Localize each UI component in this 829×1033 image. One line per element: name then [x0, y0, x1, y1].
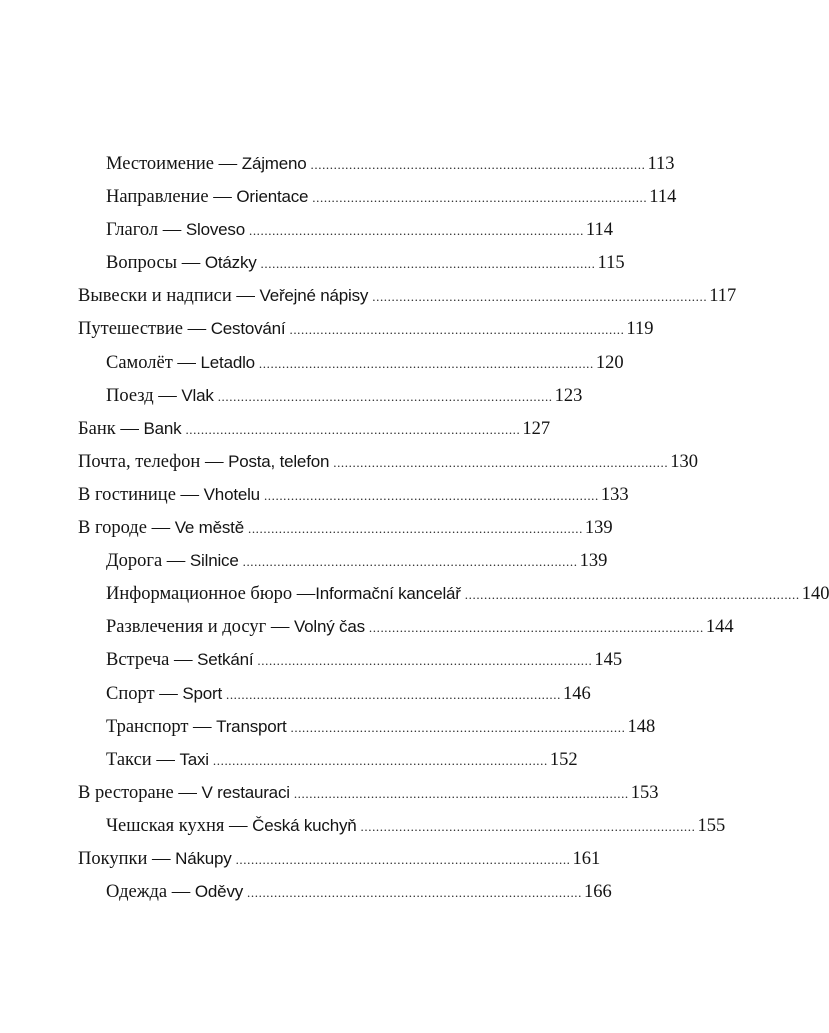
toc-entry	[78, 577, 829, 610]
toc-entry-title-cz: Letadlo	[200, 352, 255, 372]
toc-leader-dots: .......................................................................................	[290, 719, 626, 735]
toc-page-number: 139	[579, 551, 608, 572]
toc-entry	[78, 147, 675, 180]
toc-entry-title-cz: Otázky	[204, 253, 257, 273]
toc-entry-separator: —	[167, 882, 195, 903]
toc-page-number: 166	[584, 882, 612, 903]
toc-entry-separator: —	[162, 551, 190, 572]
toc-entry-title-ru: Вопросы	[106, 253, 178, 274]
toc-entry-title-cz: Posta, telefon	[228, 451, 330, 471]
toc-entry	[78, 478, 629, 511]
toc-leader-dots: .......................................................................................	[360, 818, 696, 834]
toc-entry	[78, 279, 737, 312]
toc-entry-title-cz: Sport	[182, 683, 222, 703]
toc-page-number: 133	[600, 484, 629, 505]
toc-entry-separator: —	[175, 484, 204, 505]
toc-leader-dots: .......................................................................................	[225, 686, 561, 702]
toc-page-number: 117	[709, 286, 737, 307]
toc-entry	[78, 379, 583, 412]
toc-entry	[78, 875, 612, 908]
toc-entry-title-cz: Volný čas	[293, 617, 365, 637]
toc-entry	[78, 610, 734, 643]
toc-entry-separator: —	[146, 518, 175, 539]
toc-entry-title-cz: Ve městě	[174, 518, 244, 538]
toc-entry	[78, 213, 613, 246]
toc-page-number: 140	[801, 584, 829, 605]
toc-entry	[78, 677, 591, 710]
toc-entry-separator: —	[188, 716, 217, 737]
table-of-contents	[78, 147, 829, 908]
toc-entry-separator: —	[147, 848, 176, 869]
toc-entry-separator: —	[154, 683, 183, 704]
toc-entry-separator: —	[158, 220, 186, 241]
toc-page-number: 115	[597, 253, 625, 274]
toc-page-number: 155	[697, 815, 726, 836]
toc-entry-separator: —	[231, 286, 260, 307]
toc-leader-dots: .......................................................................................	[235, 851, 571, 867]
toc-entry-title-ru: Информационное бюро	[106, 584, 293, 605]
toc-entry-title-ru: Поезд	[106, 385, 154, 406]
toc-page-number: 130	[670, 451, 698, 472]
toc-leader-dots: .......................................................................................	[242, 554, 578, 570]
toc-entry-separator: —	[173, 782, 202, 803]
toc-leader-dots: .......................................................................................	[260, 256, 596, 272]
toc-entry-separator: —	[292, 584, 316, 605]
toc-leader-dots: .......................................................................................	[257, 653, 593, 669]
toc-leader-dots: .......................................................................................	[247, 521, 583, 537]
toc-entry	[78, 809, 726, 842]
toc-entry-title-cz: Silnice	[189, 551, 239, 571]
toc-page-number: 119	[626, 319, 654, 340]
toc-page-number: 114	[649, 187, 677, 208]
toc-page-number: 144	[705, 617, 734, 638]
toc-entry	[78, 544, 608, 577]
toc-entry-separator: —	[208, 187, 237, 208]
toc-entry-title-cz: Nákupy	[175, 848, 232, 868]
toc-page-number: 127	[522, 418, 551, 439]
toc-entry-title-cz: Informační kancelář	[315, 584, 461, 604]
toc-entry-title-ru: Почта, телефон	[78, 451, 201, 472]
toc-entry-separator: —	[153, 385, 182, 406]
toc-entry-title-cz: Transport	[216, 716, 287, 736]
toc-entry	[78, 346, 624, 379]
toc-entry-title-ru: Спорт	[106, 683, 155, 704]
toc-entry	[78, 246, 625, 279]
toc-page-number: 123	[554, 385, 583, 406]
toc-entry-title-ru: Дорога	[106, 551, 163, 572]
toc-entry	[78, 511, 613, 544]
toc-entry-title-ru: Покупки	[78, 848, 148, 869]
toc-entry-separator: —	[151, 749, 180, 770]
toc-leader-dots: .......................................................................................	[258, 355, 594, 371]
toc-leader-dots: .......................................................................................	[247, 885, 582, 901]
toc-entry-title-cz: Veřejné nápisy	[259, 286, 369, 306]
toc-entry-title-ru: Самолёт	[106, 352, 173, 373]
toc-entry-title-cz: Bank	[143, 418, 182, 438]
toc-entry-title-ru: Встреча	[106, 650, 170, 671]
toc-entry	[78, 412, 551, 445]
toc-page-number: 120	[595, 352, 624, 373]
toc-entry-separator: —	[115, 418, 144, 439]
toc-entry-title-cz: Vhotelu	[203, 484, 260, 504]
toc-page-number: 148	[627, 716, 656, 737]
toc-entry-title-ru: Такси	[106, 749, 152, 770]
toc-entry-title-ru: В ресторане	[78, 782, 174, 803]
toc-leader-dots: .......................................................................................	[464, 587, 800, 603]
toc-entry-title-cz: V restauraci	[201, 782, 290, 802]
toc-leader-dots: .......................................................................................	[263, 487, 599, 503]
toc-page-number: 145	[594, 650, 623, 671]
toc-leader-dots: .......................................................................................	[368, 620, 704, 636]
toc-entry-title-ru: Местоимение	[106, 154, 215, 174]
toc-entry	[78, 312, 654, 345]
toc-entry-title-cz: Česká kuchyň	[252, 815, 357, 835]
toc-entry-separator: —	[200, 451, 229, 472]
toc-entry	[78, 180, 677, 213]
toc-entry-title-cz: Vlak	[181, 385, 214, 405]
toc-entry-separator: —	[177, 253, 205, 274]
toc-entry	[78, 743, 578, 776]
toc-entry-title-ru: Транспорт	[106, 716, 189, 737]
toc-entry-separator: —	[172, 352, 201, 373]
toc-entry-title-cz: Oděvy	[194, 882, 244, 902]
toc-entry-title-ru: Направление	[106, 187, 209, 208]
toc-entry	[78, 445, 698, 478]
toc-leader-dots: .......................................................................................	[310, 157, 646, 172]
toc-entry-title-cz: Cestování	[210, 319, 286, 339]
toc-leader-dots: .......................................................................................	[217, 388, 553, 404]
toc-page-number: 146	[562, 683, 591, 704]
toc-entry-title-cz: Sloveso	[185, 220, 245, 240]
toc-entry-separator: —	[182, 319, 211, 340]
toc-entry-title-ru: Банк	[78, 418, 116, 439]
toc-page-number: 113	[647, 154, 675, 174]
toc-entry-title-cz: Zájmeno	[241, 154, 307, 173]
toc-page-number: 153	[630, 782, 659, 803]
toc-entry-title-ru: В гостинице	[78, 484, 176, 505]
toc-entry-separator: —	[224, 815, 253, 836]
toc-leader-dots: .......................................................................................	[289, 322, 625, 338]
toc-leader-dots: .......................................................................................	[185, 421, 521, 437]
toc-leader-dots: .......................................................................................	[293, 785, 629, 801]
toc-page-number: 152	[549, 749, 578, 770]
toc-entry-title-ru: Вывески и надписи	[78, 286, 232, 307]
toc-entry	[78, 776, 659, 809]
toc-leader-dots: .......................................................................................	[248, 223, 584, 239]
toc-entry-separator: —	[266, 617, 294, 638]
toc-leader-dots: .......................................................................................	[333, 454, 669, 470]
toc-entry-title-ru: Чешская кухня	[106, 815, 225, 836]
toc-entry-separator: —	[214, 154, 242, 174]
toc-entry-title-cz: Setkání	[197, 650, 254, 670]
toc-entry	[78, 643, 623, 676]
toc-page-number: 114	[585, 220, 613, 241]
toc-page-number: 139	[584, 518, 613, 539]
toc-entry-title-ru: Одежда	[106, 882, 168, 903]
toc-entry-title-ru: Глагол	[106, 220, 159, 241]
toc-entry	[78, 710, 656, 743]
toc-leader-dots: .......................................................................................	[372, 289, 708, 305]
toc-entry	[78, 842, 601, 875]
toc-entry-separator: —	[169, 650, 198, 671]
toc-entry-title-cz: Orientace	[236, 187, 309, 207]
toc-page-number: 161	[572, 848, 601, 869]
toc-leader-dots: .......................................................................................	[212, 752, 548, 768]
toc-entry-title-ru: В городе	[78, 518, 147, 539]
toc-entry-title-ru: Путешествие	[78, 319, 183, 340]
toc-leader-dots: .......................................................................................	[312, 190, 648, 206]
toc-entry-title-ru: Развлечения и досуг	[106, 617, 267, 638]
toc-entry-title-cz: Taxi	[179, 749, 209, 769]
